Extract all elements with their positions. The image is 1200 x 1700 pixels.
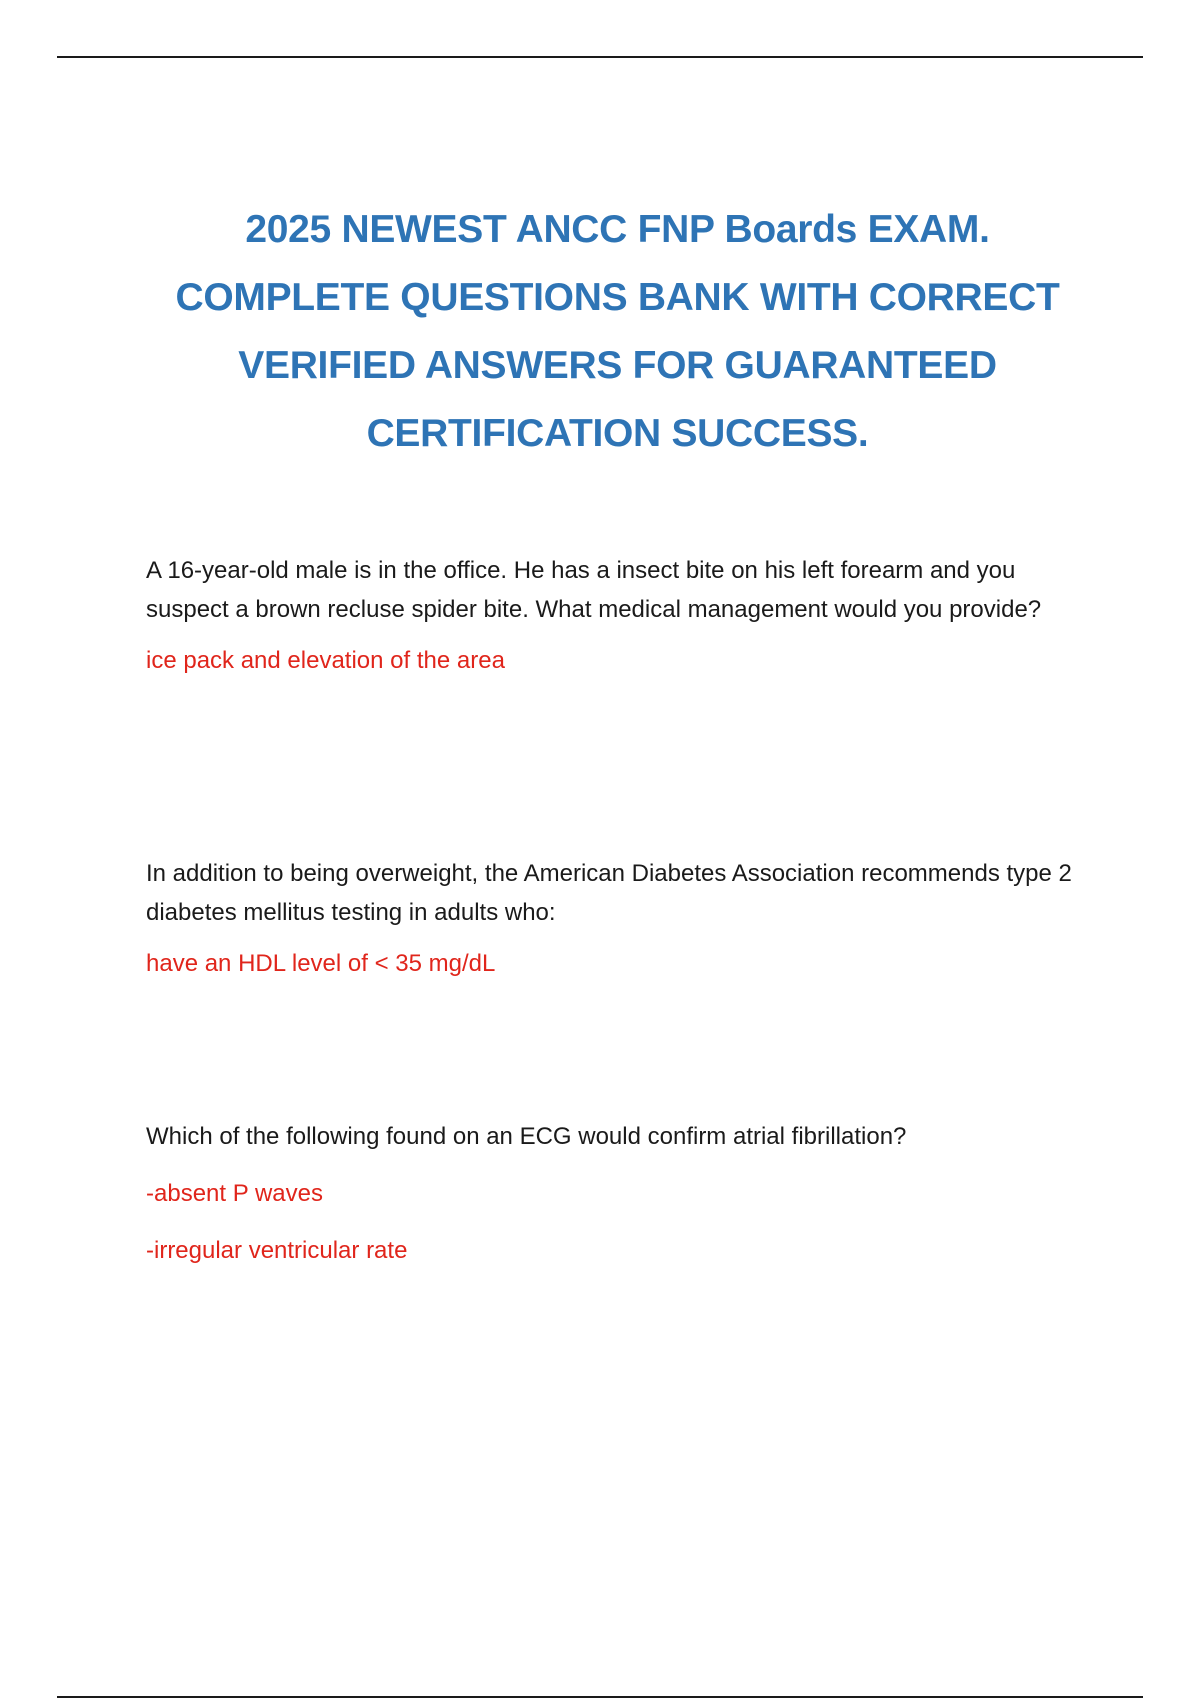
question-text: A 16-year-old male is in the office. He has a insect bite on his left forearm and you suspect a brown recluse spider bite. What medical management would you provide?: [146, 557, 1042, 623]
question-block-1: [146, 551, 1096, 680]
bottom-divider: [57, 1696, 1143, 1698]
title-line-1: 2025 NEWEST ANCC FNP Boards EXAM.: [245, 208, 990, 252]
top-divider: [57, 56, 1143, 58]
question-block-2: [146, 854, 1096, 983]
answer-text: ice pack and elevation of the area: [146, 647, 505, 674]
answer-text: -absent P waves: [146, 1180, 323, 1207]
question-text: Which of the following found on an ECG would confirm atrial fibrillation?: [146, 1123, 907, 1150]
title-line-4: CERTIFICATION SUCCESS.: [366, 412, 869, 456]
answer-text: have an HDL level of < 35 mg/dL: [146, 950, 496, 977]
question-block-3: [146, 1117, 1096, 1270]
title-line-3: VERIFIED ANSWERS FOR GUARANTEED: [238, 344, 997, 388]
answer-text: -irregular ventricular rate: [146, 1237, 408, 1264]
page-title: [150, 196, 1085, 468]
question-text: In addition to being overweight, the American Diabetes Association recommends type 2 diabetes mellitus testing in adults who:: [146, 860, 1072, 926]
title-line-2: COMPLETE QUESTIONS BANK WITH CORRECT: [175, 276, 1060, 320]
